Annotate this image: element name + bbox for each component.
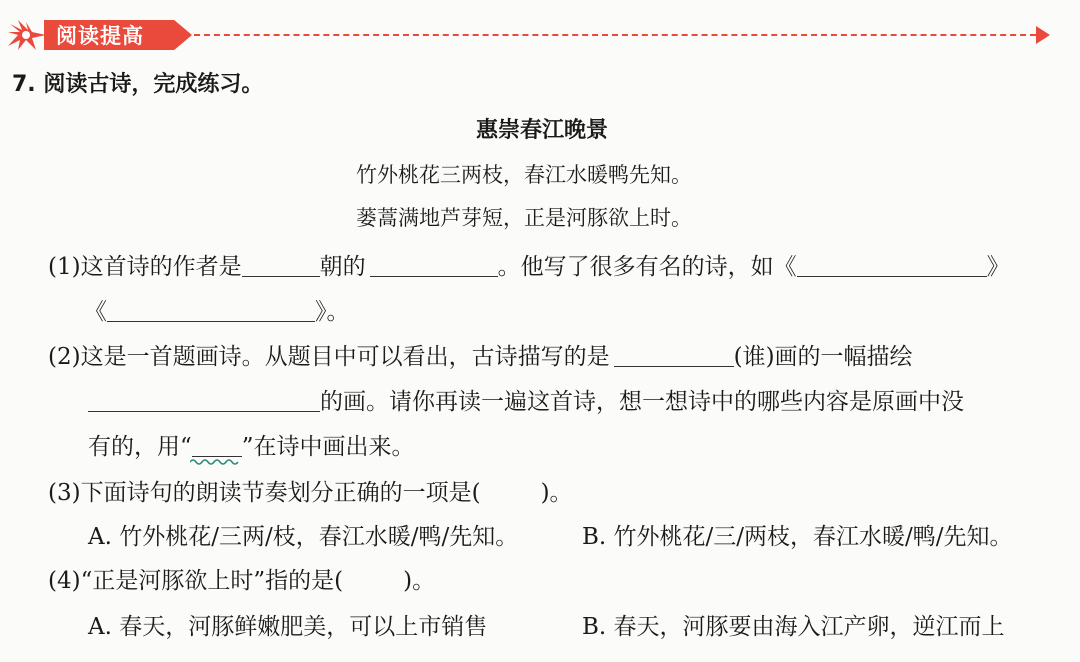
q2-label: (2)	[48, 344, 81, 370]
poem-title-blank-1[interactable]	[797, 254, 987, 277]
q2-line-2	[88, 387, 964, 417]
q3-line-1	[48, 478, 573, 508]
q2-text-3: 的画。请你再读一遍这首诗，想一想诗中的哪些内容是原画中没	[320, 389, 964, 415]
q4-line-1	[48, 566, 435, 596]
q2-line-3	[88, 432, 415, 462]
q1-text-2: 朝的	[319, 254, 366, 280]
q2-text-5: ”在诗中画出来。	[241, 434, 415, 460]
q2-text-2: (谁)画的一幅描绘	[733, 344, 913, 370]
author-dynasty-blank[interactable]	[242, 254, 320, 277]
q1-text-6: 》。	[315, 299, 350, 325]
poem-title-blank-2[interactable]	[107, 299, 315, 322]
section-header	[0, 14, 1080, 56]
q1-line-1	[48, 252, 1010, 282]
wavy-line-sample	[192, 434, 242, 457]
q4-prompt: “正是河豚欲上时”指的是(	[80, 568, 344, 594]
q4-option-a[interactable]: A. 春天，河豚鲜嫩肥美，可以上市销售	[88, 614, 488, 640]
wavy-underline-icon	[190, 458, 240, 466]
q1-text-1: 这首诗的作者是	[80, 254, 242, 280]
q3-close: )。	[540, 480, 573, 506]
question-number: 7.	[12, 72, 36, 97]
q1-text-5: 《	[84, 299, 107, 325]
star-burst-icon	[6, 18, 50, 52]
q3-prompt: 下面诗句的朗读节奏划分正确的一项是(	[80, 480, 481, 506]
poem-title: 惠崇春江晚景	[476, 118, 609, 143]
poem-line-2: 蒌蒿满地芦芽短，正是河豚欲上时。	[356, 206, 692, 230]
poem-line-1: 竹外桃花三两枝，春江水暖鸭先知。	[356, 163, 692, 187]
question-prompt: 阅读古诗，完成练习。	[43, 72, 264, 97]
question-heading	[12, 70, 263, 100]
painting-scene-blank[interactable]	[88, 389, 320, 412]
q1-text-3: 。他写了很多有名的诗，如《	[497, 254, 797, 280]
dashed-divider	[194, 34, 1036, 36]
author-name-blank[interactable]	[370, 254, 498, 277]
arrow-right-icon	[1036, 26, 1050, 44]
q4-option-b[interactable]: B. 春天，河豚要由海入江产卵，逆江而上	[582, 614, 1005, 640]
painter-blank[interactable]	[614, 344, 734, 367]
q2-text-1: 这是一首题画诗。从题目中可以看出，古诗描写的是	[80, 344, 610, 370]
q3-label: (3)	[48, 480, 81, 506]
q2-text-4: 有的，用“	[88, 434, 192, 460]
section-label: 阅读提高	[56, 24, 144, 48]
q1-text-4: 》	[986, 254, 1010, 280]
q3-option-a[interactable]: A. 竹外桃花/三两/枝，春江水暖/鸭/先知。	[88, 524, 519, 550]
q2-line-1	[48, 342, 913, 372]
q4-label: (4)	[48, 568, 81, 594]
q1-line-2	[84, 297, 350, 327]
q1-label: (1)	[48, 254, 81, 280]
q3-option-b[interactable]: B. 竹外桃花/三/两枝，春江水暖/鸭/先知。	[582, 524, 1013, 550]
q4-close: )。	[403, 568, 436, 594]
